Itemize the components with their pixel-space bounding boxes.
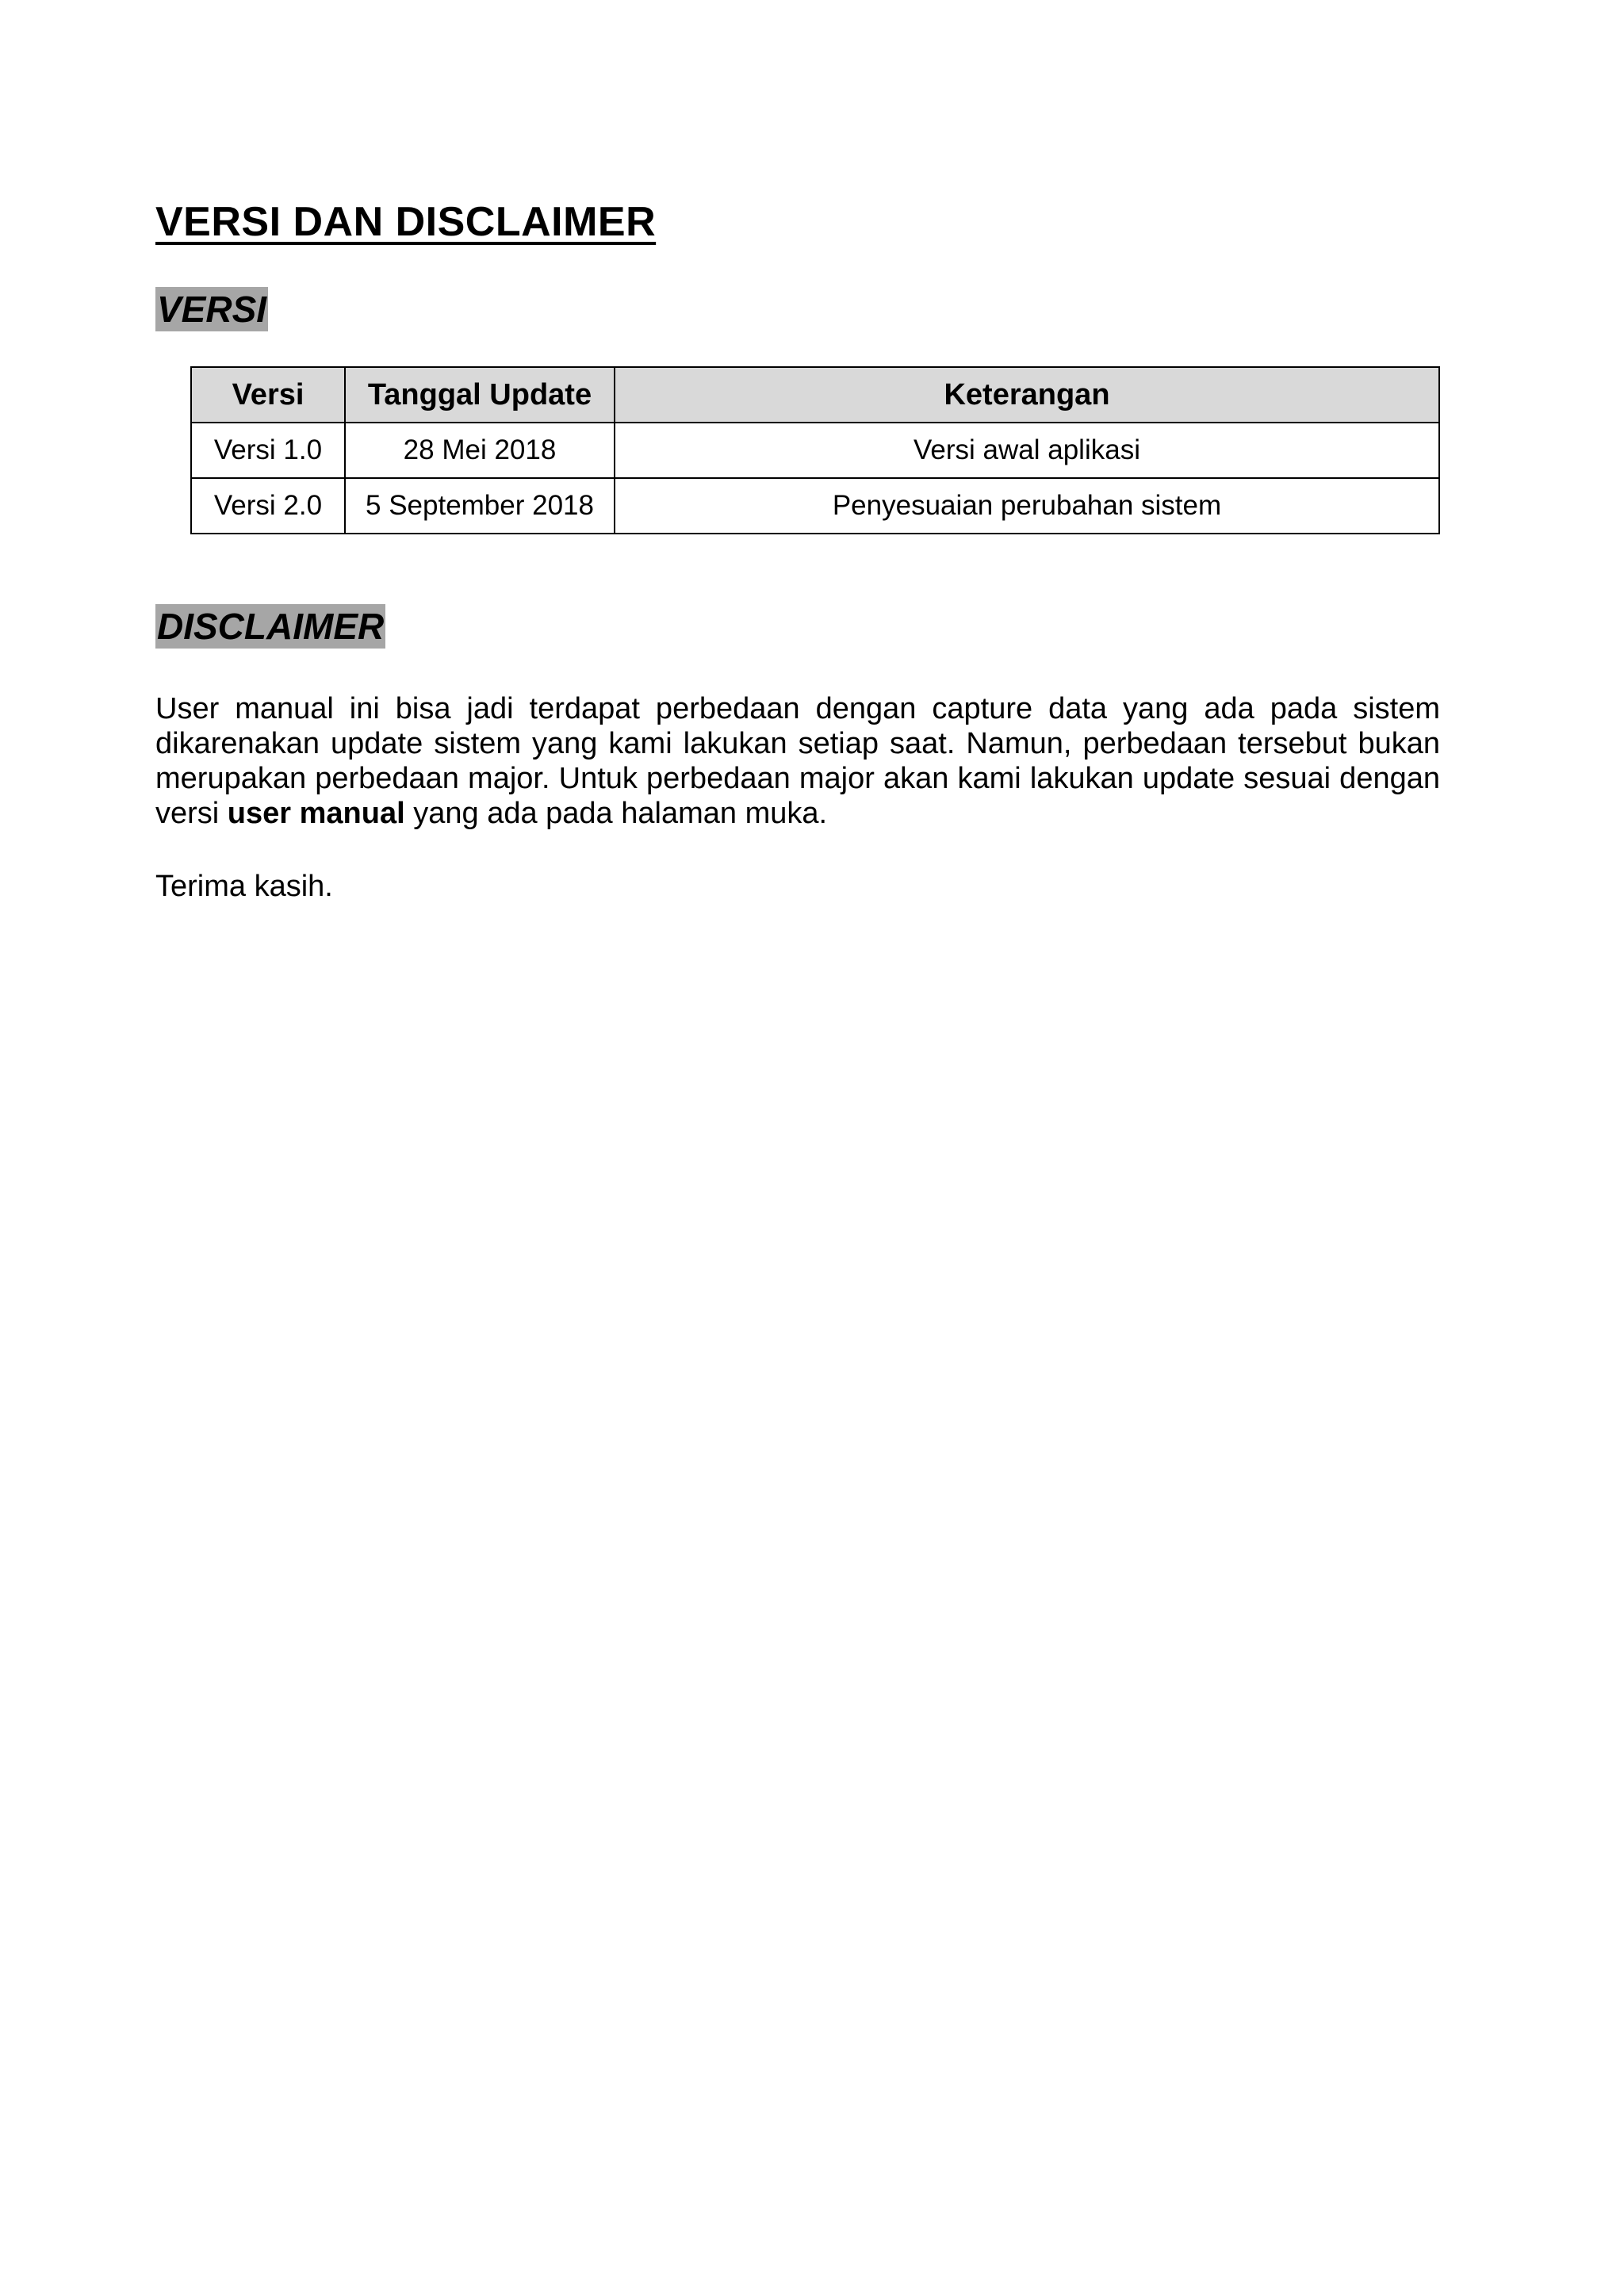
table-row [191,478,1439,534]
version-table [190,366,1440,534]
cell-versi: Versi 2.0 [191,478,345,534]
cell-versi: Versi 1.0 [191,423,345,478]
cell-tanggal-update: 28 Mei 2018 [345,423,615,478]
cell-keterangan: Penyesuaian perubahan sistem [615,478,1439,534]
cell-keterangan: Versi awal aplikasi [615,423,1439,478]
cell-tanggal-update: 5 September 2018 [345,478,615,534]
column-header-tanggal-update: Tanggal Update [345,367,615,423]
disclaimer-text-bold: user manual [227,797,405,830]
disclaimer-text-part1: User manual ini bisa jadi terdapat perbedaan dengan capture data yang ada pada sistem dikarenakan update sistem yang kami lakukan setiap saat. Namun, perbedaan tersebut bukan merupakan perbedaan major. Untuk perbedaan major akan kami lakukan update sesuai dengan versi [155,692,1440,830]
section-heading-versi: VERSI [157,289,267,330]
document-page [155,0,1440,2296]
column-header-keterangan: Keterangan [615,367,1439,423]
closing-text: Terima kasih. [155,870,333,903]
disclaimer-text-part2: yang ada pada halaman muka. [404,797,828,830]
section-heading-disclaimer: DISCLAIMER [157,606,385,647]
table-header-row [191,367,1439,423]
table-row [191,423,1439,478]
column-header-versi: Versi [191,367,345,423]
page-title: VERSI DAN DISCLAIMER [155,199,657,245]
disclaimer-paragraph [155,691,1440,831]
